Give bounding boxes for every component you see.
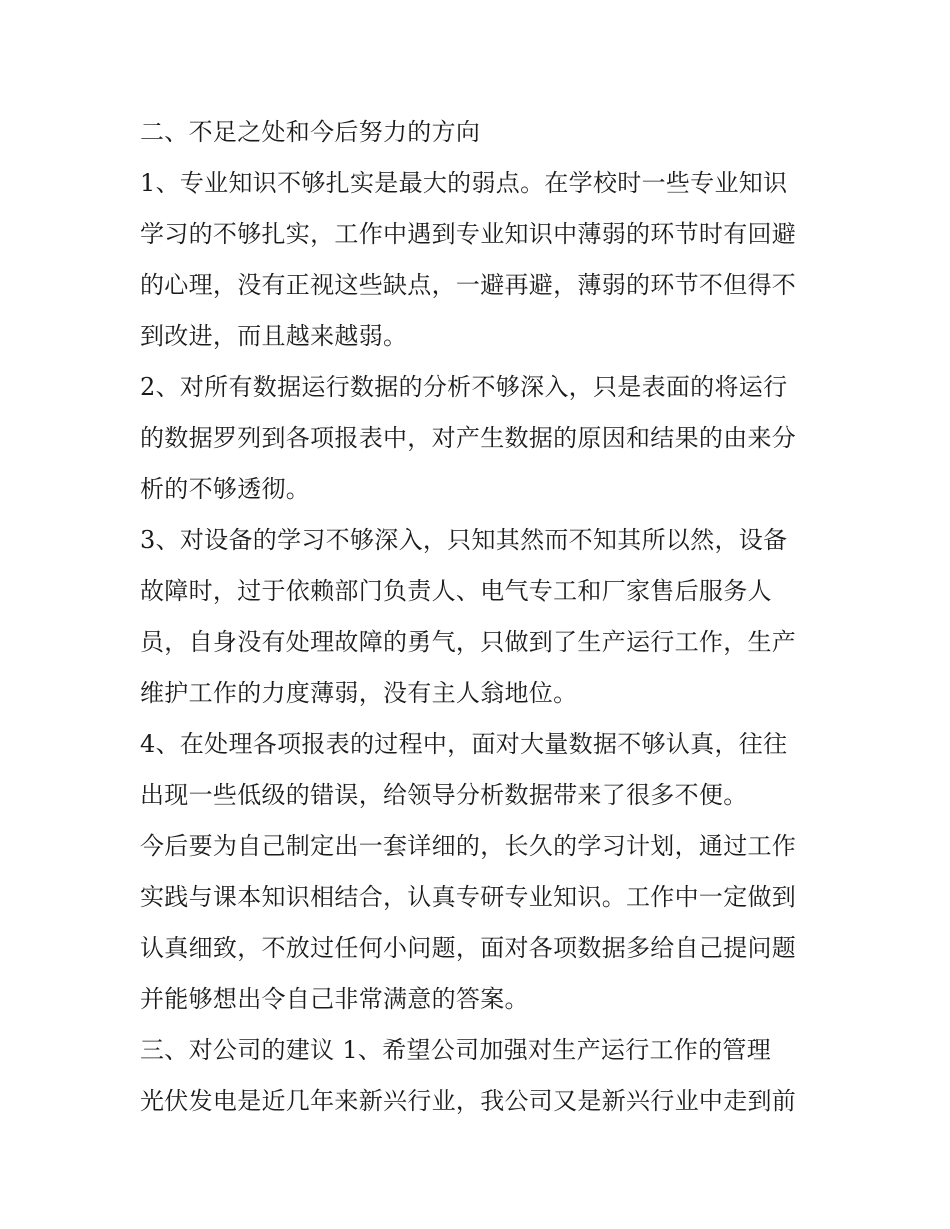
- paragraph-line: 认真细致，不放过任何小问题，面对各项数据多给自己提问题: [140, 934, 797, 962]
- paragraph-line: 今后要为自己制定出一套详细的，长久的学习计划，通过工作: [140, 832, 797, 860]
- paragraph-line: 1、专业知识不够扎实是最大的弱点。在学校时一些专业知识: [140, 169, 788, 197]
- paragraph-line: 学习的不够扎实，工作中遇到专业知识中薄弱的环节时有回避: [140, 220, 797, 248]
- paragraph-line: 的心理，没有正视这些缺点，一避再避，薄弱的环节不但得不: [140, 271, 797, 299]
- paragraph-line: 到改进，而且越来越弱。: [140, 322, 408, 350]
- paragraph-line: 光伏发电是近几年来新兴行业，我公司又是新兴行业中走到前: [140, 1087, 797, 1115]
- section-heading: 三、对公司的建议 1、希望公司加强对生产运行工作的管理: [140, 1036, 771, 1064]
- paragraph-line: 2、对所有数据运行数据的分析不够深入，只是表面的将运行: [140, 373, 788, 401]
- document-body: [140, 107, 820, 1127]
- paragraph-line: 并能够想出令自己非常满意的答案。: [140, 985, 529, 1013]
- paragraph-line: 的数据罗列到各项报表中，对产生数据的原因和结果的由来分: [140, 424, 797, 452]
- paragraph-line: 4、在处理各项报表的过程中，面对大量数据不够认真，往往: [140, 730, 788, 758]
- paragraph-line: 员，自身没有处理故障的勇气，只做到了生产运行工作，生产: [140, 628, 797, 656]
- paragraph-line: 3、对设备的学习不够深入，只知其然而不知其所以然，设备: [140, 526, 788, 554]
- paragraph-line: 出现一些低级的错误，给领导分析数据带来了很多不便。: [140, 781, 748, 809]
- paragraph-line: 故障时，过于依赖部门负责人、电气专工和厂家售后服务人: [140, 577, 772, 605]
- paragraph-line: 维护工作的力度薄弱，没有主人翁地位。: [140, 679, 578, 707]
- paragraph-line: 实践与课本知识相结合，认真专研专业知识。工作中一定做到: [140, 883, 797, 911]
- paragraph-line: 析的不够透彻。: [140, 475, 311, 503]
- section-heading: 二、不足之处和今后努力的方向: [140, 118, 481, 146]
